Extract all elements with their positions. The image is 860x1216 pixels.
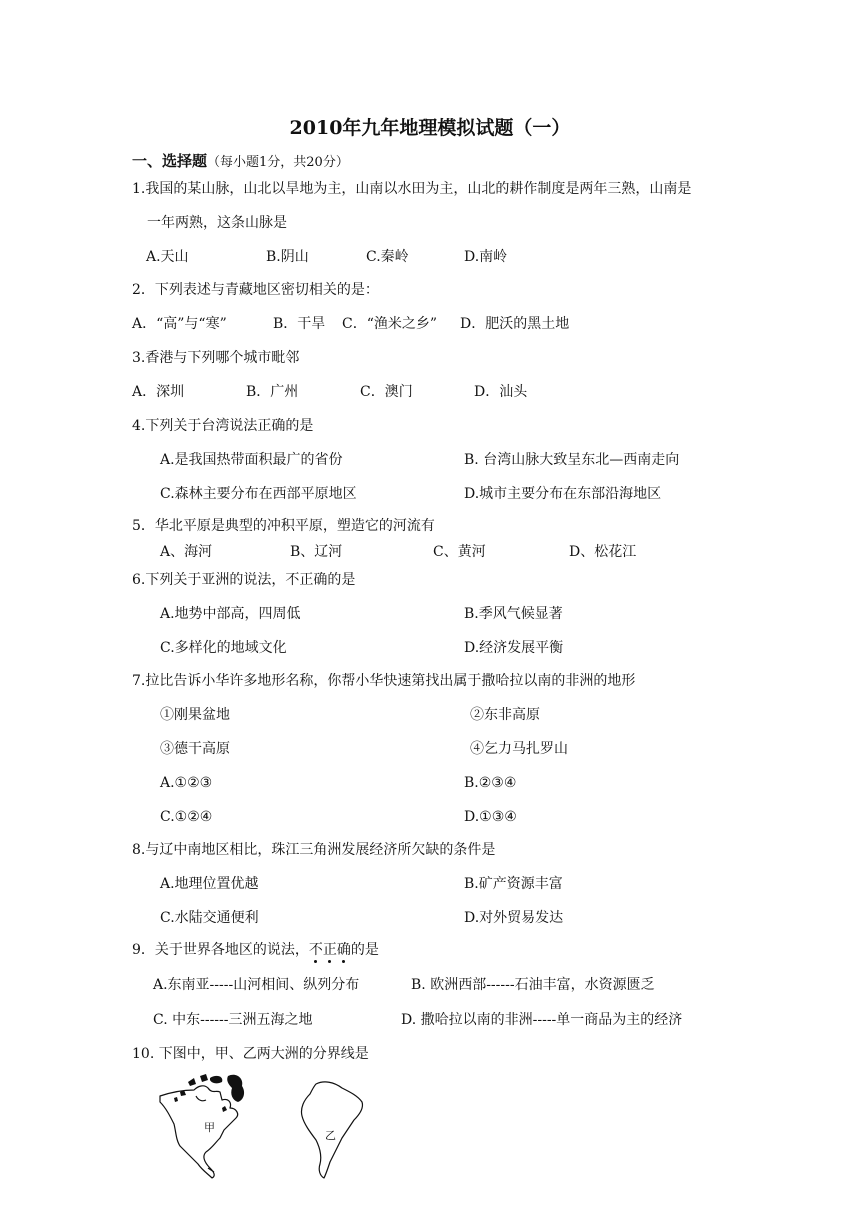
question-7-item-3: ③德干高原: [160, 741, 230, 757]
question-7-option-d: D.①③④: [464, 809, 517, 825]
question-7-option-a: A.①②③: [160, 775, 213, 791]
question-9-stem-pre: 9．关于世界各地区的说法，: [132, 942, 309, 958]
question-2-option-b: B．干旱: [273, 316, 326, 332]
emphasis-char: 正: [322, 942, 337, 958]
map-label-jia: 甲: [204, 1121, 215, 1134]
question-9-option-d: D. 撒哈拉以南的非洲-----单一商品为主的经济: [401, 1012, 683, 1028]
question-1-option-b: B.阴山: [266, 249, 309, 265]
question-8-option-d: D.对外贸易发达: [464, 910, 564, 926]
question-3-option-a: A．深圳: [132, 384, 185, 400]
question-7-item-2: ②东非高原: [470, 707, 540, 723]
question-2-option-a: A．“高”与“寒”: [132, 316, 227, 332]
section-heading: [132, 153, 349, 171]
question-1-option-c: C.秦岭: [366, 249, 409, 265]
question-4-option-d: D.城市主要分布在东部沿海地区: [464, 486, 662, 502]
question-1-stem: 1.我国的某山脉，山北以旱地为主，山南以水田为主，山北的耕作制度是两年三熟，山南是: [132, 181, 692, 197]
question-5-option-d: D、松花江: [569, 544, 637, 560]
question-2-option-c: C．“渔米之乡”: [342, 316, 438, 332]
question-6-stem: 6.下列关于亚洲的说法，不正确的是: [132, 572, 356, 588]
page-title: 2010年九年地理模拟试题（一）: [289, 117, 571, 139]
emphasis-char: 不: [308, 942, 323, 958]
question-6-option-c: C.多样化的地域文化: [160, 640, 287, 656]
question-2-option-d: D．肥沃的黑土地: [460, 316, 570, 332]
question-7-option-c: C.①②④: [160, 809, 213, 825]
emphasis-char: 确: [336, 942, 351, 958]
question-3-option-d: D．汕头: [474, 384, 528, 400]
question-1-option-a: A.天山: [146, 249, 189, 265]
question-9-stem: [132, 942, 379, 958]
question-9-option-a: A.东南亚-----山河相间、纵列分布: [153, 977, 360, 993]
question-4-option-b: B. 台湾山脉大致呈东北—西南走向: [464, 452, 680, 468]
question-5-option-b: B、辽河: [290, 544, 343, 560]
question-8-stem: 8.与辽中南地区相比，珠江三角洲发展经济所欠缺的条件是: [132, 842, 496, 858]
question-6-option-d: D.经济发展平衡: [464, 640, 564, 656]
question-7-item-1: ①刚果盆地: [160, 707, 230, 723]
question-7-stem: 7.拉比告诉小华许多地形名称，你帮小华快速第找出属于撒哈拉以南的非洲的地形: [132, 673, 636, 689]
section-note: （每小题1分，共20分）: [207, 155, 349, 170]
question-2-stem: 2．下列表述与青藏地区密切相关的是：: [132, 282, 379, 298]
question-6-option-a: A.地势中部高，四周低: [160, 606, 301, 622]
question-8-option-a: A.地理位置优越: [160, 876, 259, 892]
question-3-option-c: C．澳门: [360, 384, 413, 400]
question-5-option-c: C、黄河: [433, 544, 486, 560]
map-label-yi: 乙: [325, 1129, 336, 1142]
question-3-option-b: B．广州: [246, 384, 299, 400]
question-9-option-b: B. 欧洲西部------石油丰富，水资源匮乏: [411, 977, 655, 993]
question-5-option-a: A、海河: [160, 544, 213, 560]
question-3-stem: 3.香港与下列哪个城市毗邻: [132, 350, 300, 366]
section-title: 一、选择题: [132, 152, 208, 170]
question-5-stem: 5．华北平原是典型的冲积平原，塑造它的河流有: [132, 518, 435, 534]
question-7-option-b: B.②③④: [464, 775, 517, 791]
question-6-option-b: B.季风气候显著: [464, 606, 563, 622]
question-4-stem: 4.下列关于台湾说法正确的是: [132, 418, 314, 434]
question-7-item-4: ④乞力马扎罗山: [470, 741, 568, 757]
question-4-option-c: C.森林主要分布在西部平原地区: [160, 486, 357, 502]
question-1-option-d: D.南岭: [464, 249, 508, 265]
question-8-option-c: C.水陆交通便利: [160, 910, 259, 926]
question-9-stem-post: 的是: [350, 942, 379, 958]
question-1-stem-continued: 一年两熟，这条山脉是: [147, 215, 287, 231]
question-4-option-a: A.是我国热带面积最广的省份: [160, 452, 343, 468]
question-9-option-c: C. 中东------三洲五海之地: [153, 1012, 313, 1028]
question-8-option-b: B.矿产资源丰富: [464, 876, 563, 892]
question-10-stem: 10. 下图中，甲、乙两大洲的分界线是: [132, 1046, 369, 1062]
